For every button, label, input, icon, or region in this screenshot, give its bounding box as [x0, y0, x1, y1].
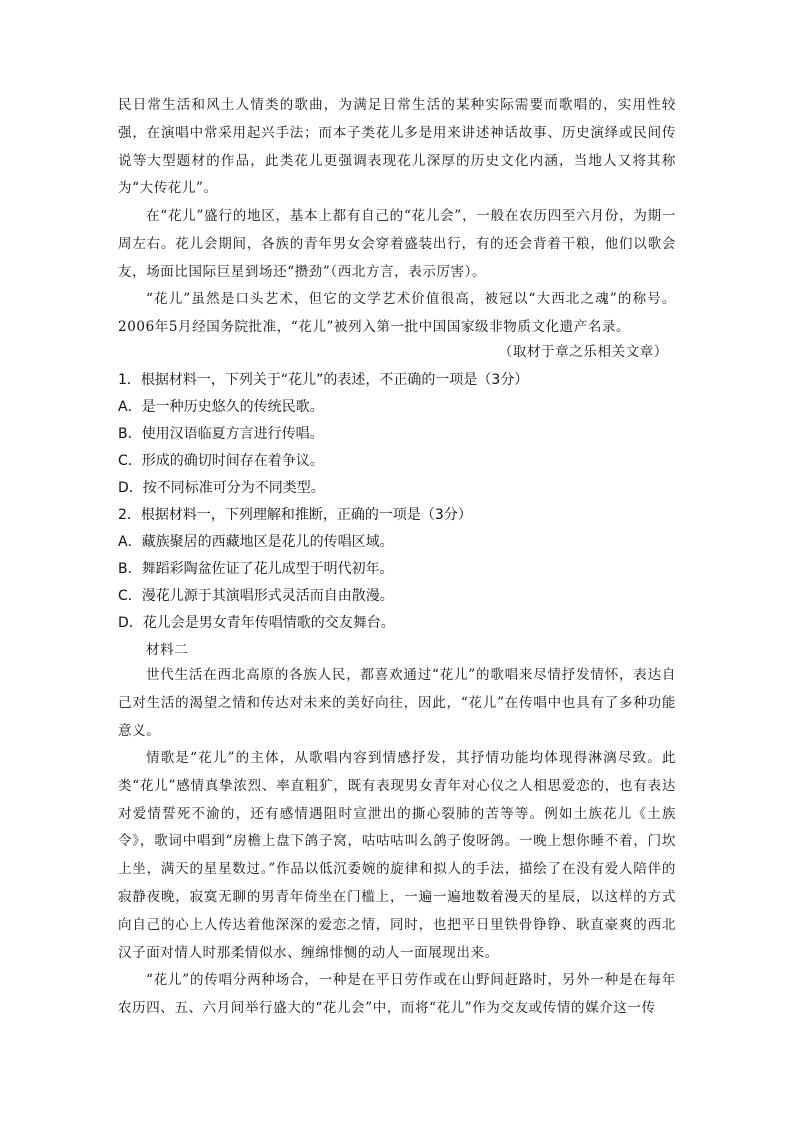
question-2-option-b: B．舞蹈彩陶盆佐证了花儿成型于明代初年。: [118, 561, 394, 577]
question-1-option-b: B．使用汉语临夏方言进行传唱。: [118, 426, 324, 442]
passage2-label: 材料二: [146, 642, 189, 658]
passage1-paragraph-2: 在“花儿”盛行的地区，基本上都有自己的“花儿会”，一般在农历四至六月份，为期一周左右。花儿会期间，各族的青年男女会穿着盛装出行，有的还会背着干粮，他们以歌会友，场面比国际巨星到场还“攒劲”（西北方言，表示厉害）。: [118, 208, 676, 280]
passage1-paragraph-3: “花儿”虽然是口头艺术，但它的文学艺术价值很高，被冠以“大西北之魂”的称号。2006年5月经国务院批准，“花儿”被列入第一批中国国家级非物质文化遗产名录。: [118, 291, 676, 335]
question-1-option-a: A．是一种历史悠久的传统民歌。: [118, 399, 324, 415]
source-citation: （取材于章之乐相关文章）: [498, 344, 668, 360]
question-1-option-d: D．按不同标准可分为不同类型。: [118, 480, 325, 496]
question-1-option-c: C．形成的确切时间存在着争议。: [118, 453, 324, 469]
question-2-option-a: A．藏族聚居的西藏地区是花儿的传唱区域。: [118, 534, 394, 550]
passage2-paragraph-1: 世代生活在西北高原的各族人民，都喜欢通过“花儿”的歌唱来尽情抒发情怀，表达自己对生活的渴望之情和传达对未来的美好向往，因此，“花儿”在传唱中也具有了多种功能意义。: [118, 667, 676, 739]
passage2-paragraph-2: 情歌是“花儿”的主体，从歌唱内容到情感抒发，其抒情功能均体现得淋漓尽致。此类“花儿”感情真挚浓烈、率直粗犷，既有表现男女青年对心仪之人相思爱恋的，也有表达对爱情誓死不渝的，还有感情遇阻时宣泄出的撕心裂肺的苦等等。例如土族花儿《土族令》，歌词中唱到“房檐上盘下鸽子窝，咕咕咕叫么鸽子俊呀鸽。一晚上想你睡不着，门坎上坐，满天的星星数过。”作品以低沉委婉的旋律和拟人的手法，描绘了在没有爱人陪伴的寂静夜晚，寂寞无聊的男青年倚坐在门槛上，一遍一遍地数着漫天的星辰，以这样的方式向自己的心上人传达着他深深的爱恋之情，同时，也把平日里铁骨铮铮、耿直豪爽的西北汉子面对情人时那柔情似水、缠绵悱恻的动人一面展现出来。: [118, 750, 676, 961]
question-2-stem: 2．根据材料一，下列理解和推断，正确的一项是（3分）: [118, 507, 472, 523]
passage2-paragraph-3: “花儿”的传唱分两种场合，一种是在平日劳作或在山野间赶路时，另外一种是在每年农历四、五、六月间举行盛大的“花儿会”中，而将“花儿”作为交友或传情的媒介这一传: [118, 972, 676, 1016]
question-2-option-d: D．花儿会是男女青年传唱情歌的交友舞台。: [118, 615, 395, 631]
question-1-stem: 1．根据材料一，下列关于“花儿”的表述，不正确的一项是（3分）: [118, 372, 529, 388]
passage1-paragraph-1: 民日常生活和风土人情类的歌曲，为满足日常生活的某种实际需要而歌唱的，实用性较强，在演唱中常采用起兴手法；而本子类花儿多是用来讲述神话故事、历史演绎或民间传说等大型题材的作品，此类花儿更强调表现花儿深厚的历史文化内涵，当地人又将其称为“大传花儿”。: [118, 97, 676, 197]
question-2-option-c: C．漫花儿源于其演唱形式灵活而自由散漫。: [118, 588, 394, 604]
